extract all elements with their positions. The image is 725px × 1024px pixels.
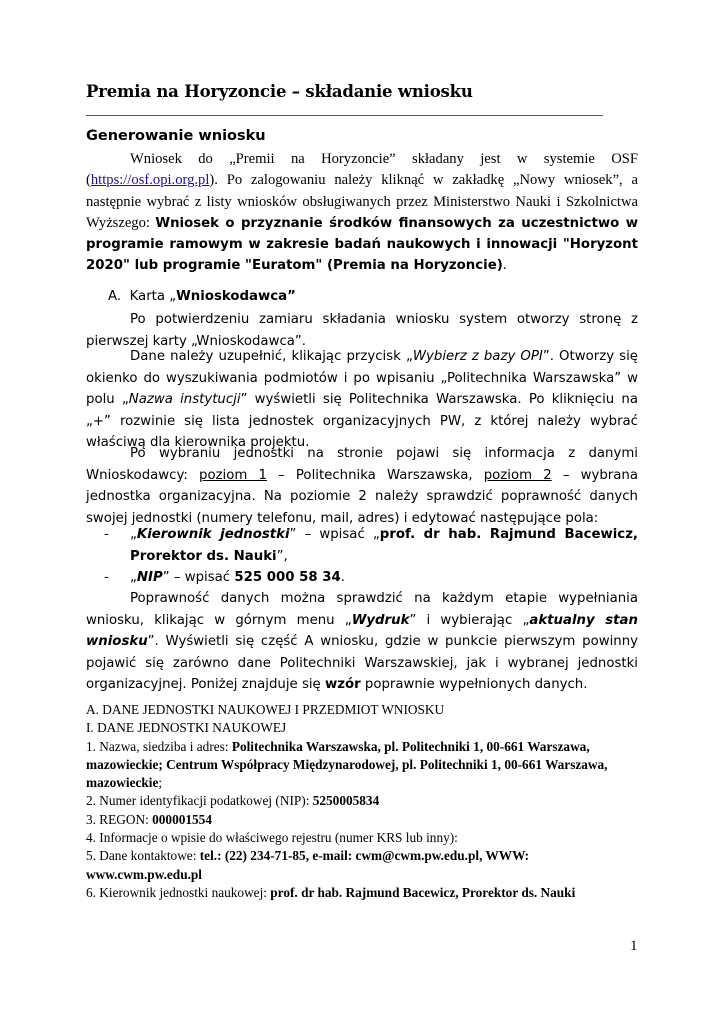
fields-list bbox=[86, 524, 638, 589]
field-label: Kierownik jednostki bbox=[136, 527, 290, 542]
p3-text-3: – wybrana jednostka organizacyjna. Na poziomie 2 należy sprawdzić poprawność danych swojej jednostki (numery telefonu, mail, adres) i edytować następujące pola: bbox=[86, 467, 639, 526]
level-2-label: poziom 2 bbox=[483, 467, 552, 483]
form-field-5 bbox=[86, 847, 646, 884]
p4-text-3: ”. Wyświetli się część A wniosku, gdzie w punkcie pierwszym powinny pojawić się zarówno dane Politechniki Warszawskiej, jak i wybranej jednostki organizacyjnej. Poniżej znajduje się bbox=[86, 634, 638, 692]
list-mid: ” – wpisać bbox=[162, 570, 235, 585]
form-field-1 bbox=[86, 738, 646, 793]
list-dash: - bbox=[104, 527, 109, 542]
p3-text-1: Po wybraniu jednostki na stronie pojawi się informacja z danymi Wnioskodawcy: bbox=[86, 446, 638, 483]
p2-text-3: ” wyświetli się Politechnika Warszawska. Po kliknięciu na „+” rozwinie się lista jednostek organizacyjnych PW, z której należy wybrać właściwą dla kierownika projektu. bbox=[86, 392, 639, 450]
list-dash: - bbox=[104, 570, 109, 585]
p2-text-1: Dane należy uzupełnić, klikając przycisk „ bbox=[130, 349, 413, 364]
form-field-6-label: 6. Kierownik jednostki naukowej: bbox=[86, 884, 271, 900]
form-field-1-value: Politechnika Warszawska, pl. Politechniki 1, 00-661 Warszawa, mazowieckie; Centrum Współpracy Międzynarodowej, pl. Politechniki 1, 00-661 Warszawa, mazowieckie bbox=[86, 738, 608, 791]
form-field-4: 4. Informacje o wpisie do właściwego rejestru (numer KRS lub inny): bbox=[86, 830, 458, 846]
intro-text-1: Wniosek do „Premii na Horyzoncie” składany jest w systemie OSF ( bbox=[86, 151, 638, 189]
p4-text-2: ” i wybierając „ bbox=[409, 612, 530, 628]
card-letter: A. bbox=[108, 289, 122, 304]
page-number: 1 bbox=[630, 938, 638, 954]
form-field-5-label: 5. Dane kontaktowe: bbox=[86, 848, 200, 864]
list-item bbox=[86, 567, 638, 589]
paragraph-4 bbox=[86, 588, 638, 696]
list-mid: ” – wpisać „ bbox=[289, 527, 380, 542]
p4-text-4: poprawnie wypełnionych danych. bbox=[360, 677, 588, 692]
form-field-6-value: prof. dr hab. Rajmund Bacewicz, Prorektor ds. Nauki bbox=[270, 884, 576, 900]
intro-text-2: ). Po zalogowaniu należy kliknąć w zakładkę „Nowy wniosek”, a następnie wybrać z listy wniosków obsługiwanych przez Ministerstwo Nauki i Szkolnictwa Wyższego: bbox=[86, 172, 638, 231]
list-end: ”, bbox=[276, 548, 288, 564]
card-name: Wnioskodawca” bbox=[176, 289, 296, 304]
field-value: 525 000 58 34 bbox=[234, 570, 341, 585]
field-label: NIP bbox=[136, 570, 163, 585]
paragraph-3 bbox=[86, 443, 638, 529]
form-sample bbox=[86, 701, 646, 902]
current-state-label: aktualny stan wniosku bbox=[86, 612, 638, 649]
section-heading: Generowanie wniosku bbox=[86, 128, 266, 144]
list-item bbox=[86, 524, 638, 567]
title-divider bbox=[86, 115, 603, 116]
paragraph-1: Po potwierdzeniu zamiaru składania wniosku system otworzy stronę z pierwszej karty „Wnioskodawca”. bbox=[86, 312, 638, 349]
form-heading-a: A. DANE JEDNOSTKI NAUKOWEJ I PRZEDMIOT WNIOSKU bbox=[86, 702, 445, 717]
form-field-3-label: 3. REGON: bbox=[86, 811, 153, 827]
form-field-1-label: 1. Nazwa, siedziba i adres: bbox=[86, 738, 232, 754]
paragraph-2 bbox=[86, 346, 638, 454]
intro-paragraph bbox=[86, 149, 638, 277]
institution-name-field-label: Nazwa instytucji bbox=[128, 392, 241, 407]
form-field-6 bbox=[86, 884, 646, 902]
list-quote: „ bbox=[130, 570, 137, 585]
osf-link[interactable]: https://osf.opi.org.pl bbox=[90, 172, 210, 189]
print-menu-label: Wydruk bbox=[351, 612, 410, 628]
select-from-opi-button-label: Wybierz z bazy OPI bbox=[412, 349, 543, 364]
form-field-2-label: 2. Numer identyfikacji podatkowej (NIP): bbox=[86, 793, 313, 809]
form-field-3-value: 000001554 bbox=[152, 811, 212, 827]
p4-text-1: Poprawność danych można sprawdzić na każdym etapie wypełniania wniosku, klikając w górnym menu „ bbox=[86, 591, 638, 628]
form-field-1-end: ; bbox=[158, 775, 163, 791]
application-type-name: Wniosek o przyznanie środków finansowych za uczestnictwo w programie ramowym w zakresie badań naukowych i innowacji "Horyzont 2020" lub programie "Euratom" (Premia na Horyzoncie) bbox=[86, 215, 638, 274]
list-quote: „ bbox=[130, 527, 137, 542]
form-field-3 bbox=[86, 811, 646, 829]
sample-label: wzór bbox=[324, 677, 361, 692]
intro-text-3: . bbox=[502, 257, 507, 274]
form-field-2-value: 5250005834 bbox=[312, 793, 380, 809]
p3-text-2: – Politechnika Warszawska, bbox=[266, 467, 484, 483]
form-field-2 bbox=[86, 792, 646, 810]
field-value: prof. dr hab. Rajmund Bacewicz, Prorektor ds. Nauki bbox=[130, 527, 638, 564]
document-title: Premia na Horyzoncie – składanie wniosku bbox=[86, 82, 473, 101]
form-field-5-value: tel.: (22) 234-71-85, e-mail: cwm@cwm.pw.edu.pl, WWW: www.cwm.pw.edu.pl bbox=[86, 848, 530, 882]
card-heading bbox=[108, 289, 296, 304]
p2-text-2: ”. Otworzy się okienko do wyszukiwania podmiotów i po wpisaniu „Politechnika Warszawska” w polu „ bbox=[86, 349, 638, 407]
level-1-label: poziom 1 bbox=[199, 467, 267, 483]
card-prefix: Karta „ bbox=[129, 289, 177, 304]
list-end: . bbox=[340, 570, 345, 585]
form-heading-i: I. DANE JEDNOSTKI NAUKOWEJ bbox=[86, 720, 287, 736]
